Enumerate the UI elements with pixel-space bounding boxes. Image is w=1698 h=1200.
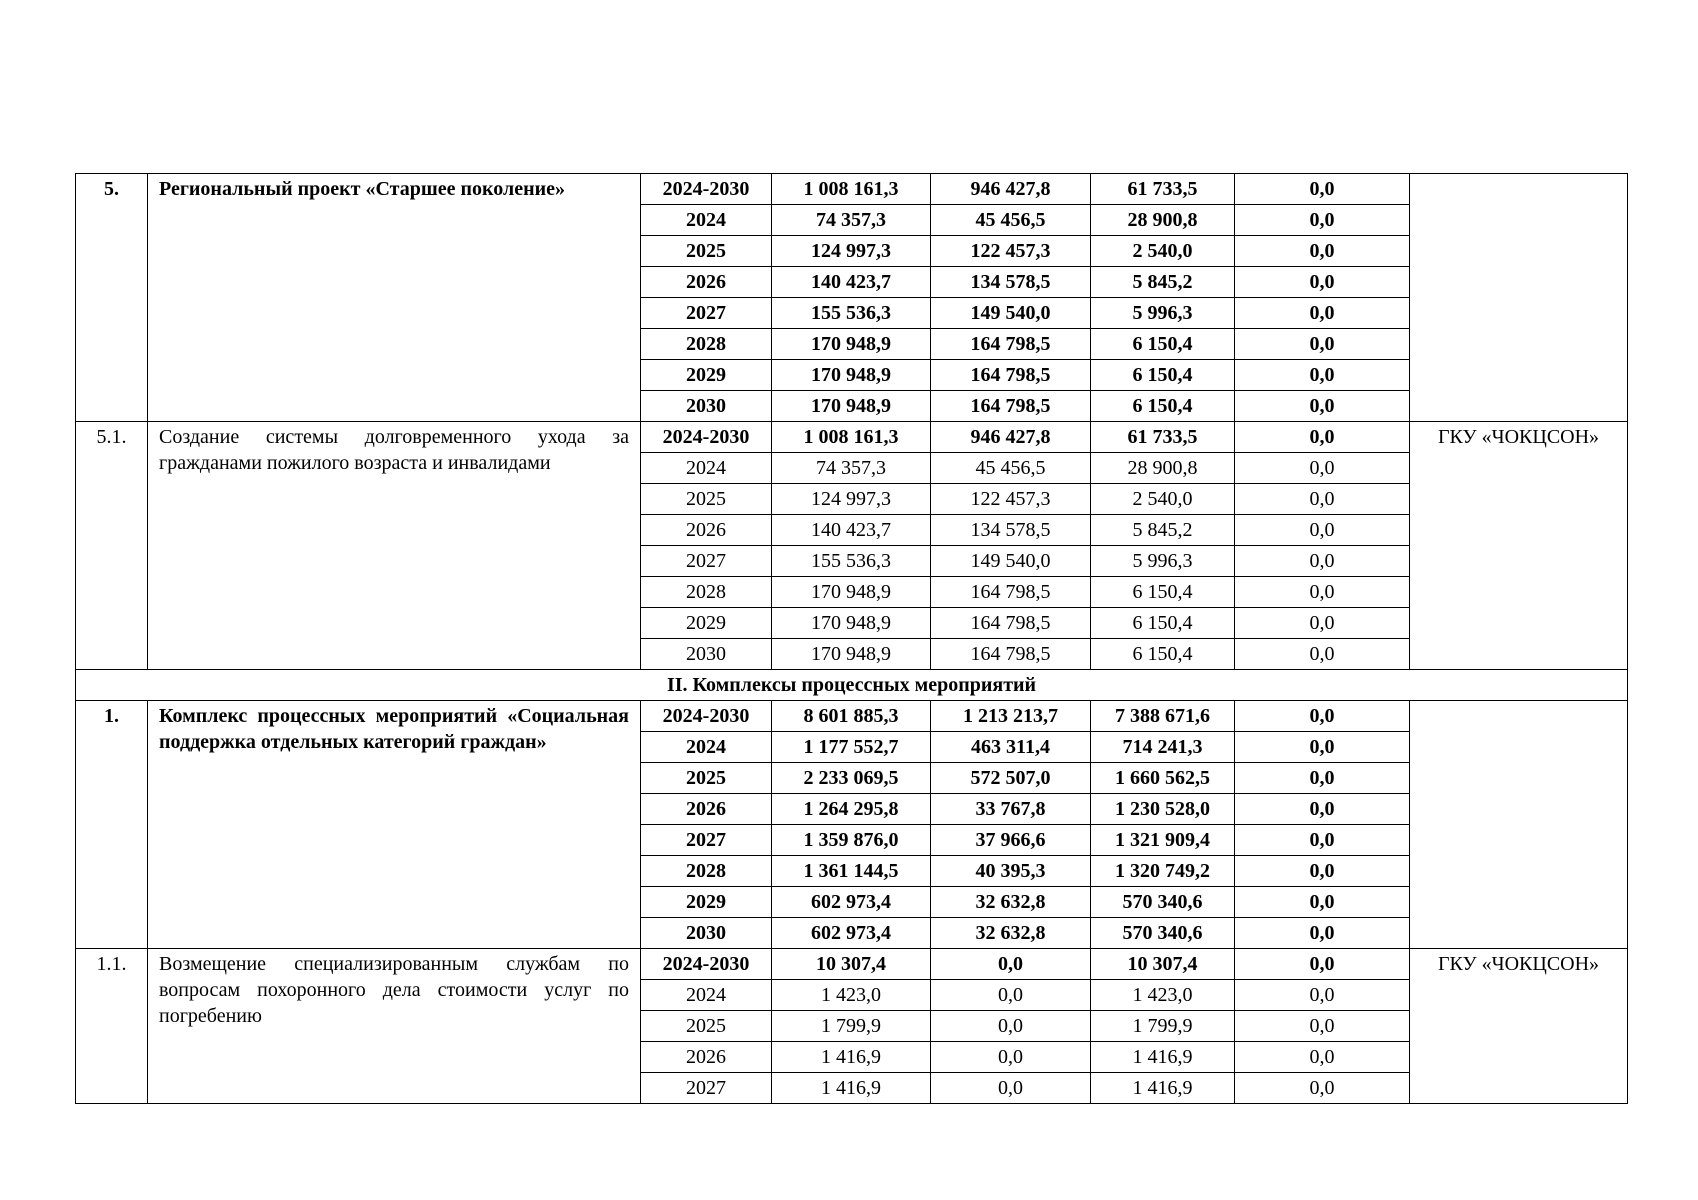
period-cell: 2028 [641,856,772,887]
table-row [76,174,1628,205]
period-cell: 2024-2030 [641,701,772,732]
other-cell: 0,0 [1235,236,1410,267]
regional-cell: 1 321 909,4 [1091,825,1235,856]
item-number: 5.1. [76,422,148,670]
other-cell: 0,0 [1235,360,1410,391]
period-cell: 2026 [641,267,772,298]
regional-cell: 61 733,5 [1091,174,1235,205]
regional-cell: 1 416,9 [1091,1042,1235,1073]
executor: ГКУ «ЧОКЦСОН» [1410,949,1628,1104]
period-cell: 2026 [641,515,772,546]
period-cell: 2029 [641,887,772,918]
federal-cell: 946 427,8 [931,422,1091,453]
total-cell: 1 008 161,3 [772,174,931,205]
regional-cell: 7 388 671,6 [1091,701,1235,732]
table-row [76,701,1628,732]
total-cell: 1 264 295,8 [772,794,931,825]
section-row [76,670,1628,701]
regional-cell: 28 900,8 [1091,205,1235,236]
regional-cell: 6 150,4 [1091,329,1235,360]
regional-cell: 1 799,9 [1091,1011,1235,1042]
regional-cell: 2 540,0 [1091,484,1235,515]
regional-cell: 5 845,2 [1091,267,1235,298]
regional-cell: 714 241,3 [1091,732,1235,763]
total-cell: 170 948,9 [772,608,931,639]
other-cell: 0,0 [1235,856,1410,887]
total-cell: 1 177 552,7 [772,732,931,763]
federal-cell: 122 457,3 [931,484,1091,515]
federal-cell: 37 966,6 [931,825,1091,856]
section-heading: II. Комплексы процессных мероприятий [76,670,1628,701]
federal-cell: 164 798,5 [931,577,1091,608]
period-cell: 2030 [641,918,772,949]
total-cell: 74 357,3 [772,453,931,484]
total-cell: 170 948,9 [772,639,931,670]
federal-cell: 0,0 [931,1073,1091,1104]
other-cell: 0,0 [1235,794,1410,825]
period-cell: 2026 [641,794,772,825]
period-cell: 2030 [641,639,772,670]
total-cell: 124 997,3 [772,484,931,515]
total-cell: 140 423,7 [772,267,931,298]
period-cell: 2027 [641,546,772,577]
period-cell: 2027 [641,1073,772,1104]
total-cell: 170 948,9 [772,391,931,422]
period-cell: 2029 [641,360,772,391]
other-cell: 0,0 [1235,174,1410,205]
regional-cell: 1 423,0 [1091,980,1235,1011]
regional-cell: 1 320 749,2 [1091,856,1235,887]
period-cell: 2024 [641,732,772,763]
regional-cell: 5 845,2 [1091,515,1235,546]
regional-cell: 6 150,4 [1091,360,1235,391]
total-cell: 74 357,3 [772,205,931,236]
executor [1410,174,1628,422]
regional-cell: 570 340,6 [1091,887,1235,918]
other-cell: 0,0 [1235,639,1410,670]
total-cell: 1 423,0 [772,980,931,1011]
other-cell: 0,0 [1235,701,1410,732]
federal-cell: 164 798,5 [931,391,1091,422]
total-cell: 2 233 069,5 [772,763,931,794]
other-cell: 0,0 [1235,887,1410,918]
other-cell: 0,0 [1235,329,1410,360]
regional-cell: 570 340,6 [1091,918,1235,949]
other-cell: 0,0 [1235,546,1410,577]
item-number: 5. [76,174,148,422]
federal-cell: 164 798,5 [931,639,1091,670]
executor: ГКУ «ЧОКЦСОН» [1410,422,1628,670]
federal-cell: 45 456,5 [931,205,1091,236]
regional-cell: 1 416,9 [1091,1073,1235,1104]
total-cell: 170 948,9 [772,360,931,391]
federal-cell: 122 457,3 [931,236,1091,267]
total-cell: 602 973,4 [772,887,931,918]
other-cell: 0,0 [1235,391,1410,422]
period-cell: 2026 [641,1042,772,1073]
total-cell: 1 416,9 [772,1073,931,1104]
other-cell: 0,0 [1235,484,1410,515]
federal-cell: 33 767,8 [931,794,1091,825]
federal-cell: 45 456,5 [931,453,1091,484]
other-cell: 0,0 [1235,1073,1410,1104]
other-cell: 0,0 [1235,763,1410,794]
regional-cell: 10 307,4 [1091,949,1235,980]
regional-cell: 1 660 562,5 [1091,763,1235,794]
regional-cell: 6 150,4 [1091,391,1235,422]
period-cell: 2024 [641,980,772,1011]
item-name: Комплекс процессных мероприятий «Социальная поддержка отдельных категорий граждан» [148,701,641,949]
total-cell: 1 359 876,0 [772,825,931,856]
federal-cell: 572 507,0 [931,763,1091,794]
regional-cell: 5 996,3 [1091,546,1235,577]
total-cell: 140 423,7 [772,515,931,546]
federal-cell: 164 798,5 [931,360,1091,391]
period-cell: 2030 [641,391,772,422]
total-cell: 124 997,3 [772,236,931,267]
total-cell: 1 008 161,3 [772,422,931,453]
federal-cell: 0,0 [931,1011,1091,1042]
period-cell: 2024-2030 [641,949,772,980]
total-cell: 170 948,9 [772,577,931,608]
federal-cell: 164 798,5 [931,608,1091,639]
regional-cell: 1 230 528,0 [1091,794,1235,825]
table-row [76,949,1628,980]
other-cell: 0,0 [1235,732,1410,763]
federal-cell: 0,0 [931,980,1091,1011]
total-cell: 1 799,9 [772,1011,931,1042]
federal-cell: 463 311,4 [931,732,1091,763]
federal-cell: 134 578,5 [931,267,1091,298]
federal-cell: 946 427,8 [931,174,1091,205]
federal-cell: 1 213 213,7 [931,701,1091,732]
table-row [76,422,1628,453]
regional-cell: 61 733,5 [1091,422,1235,453]
other-cell: 0,0 [1235,267,1410,298]
federal-cell: 0,0 [931,949,1091,980]
period-cell: 2028 [641,577,772,608]
regional-cell: 6 150,4 [1091,608,1235,639]
period-cell: 2024-2030 [641,174,772,205]
period-cell: 2024 [641,453,772,484]
federal-cell: 134 578,5 [931,515,1091,546]
period-cell: 2025 [641,484,772,515]
item-name: Создание системы долговременного ухода за гражданами пожилого возраста и инвалидами [148,422,641,670]
federal-cell: 149 540,0 [931,546,1091,577]
table-body [76,174,1628,1104]
period-cell: 2024 [641,205,772,236]
other-cell: 0,0 [1235,825,1410,856]
other-cell: 0,0 [1235,949,1410,980]
period-cell: 2028 [641,329,772,360]
other-cell: 0,0 [1235,205,1410,236]
regional-cell: 6 150,4 [1091,577,1235,608]
regional-cell: 5 996,3 [1091,298,1235,329]
other-cell: 0,0 [1235,918,1410,949]
total-cell: 10 307,4 [772,949,931,980]
total-cell: 1 361 144,5 [772,856,931,887]
executor [1410,701,1628,949]
regional-cell: 28 900,8 [1091,453,1235,484]
regional-cell: 6 150,4 [1091,639,1235,670]
federal-cell: 32 632,8 [931,918,1091,949]
period-cell: 2025 [641,1011,772,1042]
period-cell: 2027 [641,825,772,856]
total-cell: 170 948,9 [772,329,931,360]
other-cell: 0,0 [1235,515,1410,546]
item-number: 1.1. [76,949,148,1104]
item-name: Возмещение специализированным службам по вопросам похоронного дела стоимости услуг по погребению [148,949,641,1104]
period-cell: 2027 [641,298,772,329]
other-cell: 0,0 [1235,453,1410,484]
other-cell: 0,0 [1235,1042,1410,1073]
total-cell: 155 536,3 [772,298,931,329]
other-cell: 0,0 [1235,608,1410,639]
total-cell: 602 973,4 [772,918,931,949]
regional-cell: 2 540,0 [1091,236,1235,267]
other-cell: 0,0 [1235,422,1410,453]
period-cell: 2025 [641,236,772,267]
total-cell: 8 601 885,3 [772,701,931,732]
federal-cell: 32 632,8 [931,887,1091,918]
federal-cell: 164 798,5 [931,329,1091,360]
total-cell: 1 416,9 [772,1042,931,1073]
other-cell: 0,0 [1235,577,1410,608]
budget-table [75,173,1628,1104]
other-cell: 0,0 [1235,980,1410,1011]
period-cell: 2024-2030 [641,422,772,453]
item-name: Региональный проект «Старшее поколение» [148,174,641,422]
federal-cell: 149 540,0 [931,298,1091,329]
item-number: 1. [76,701,148,949]
federal-cell: 40 395,3 [931,856,1091,887]
period-cell: 2029 [641,608,772,639]
other-cell: 0,0 [1235,1011,1410,1042]
period-cell: 2025 [641,763,772,794]
total-cell: 155 536,3 [772,546,931,577]
other-cell: 0,0 [1235,298,1410,329]
federal-cell: 0,0 [931,1042,1091,1073]
